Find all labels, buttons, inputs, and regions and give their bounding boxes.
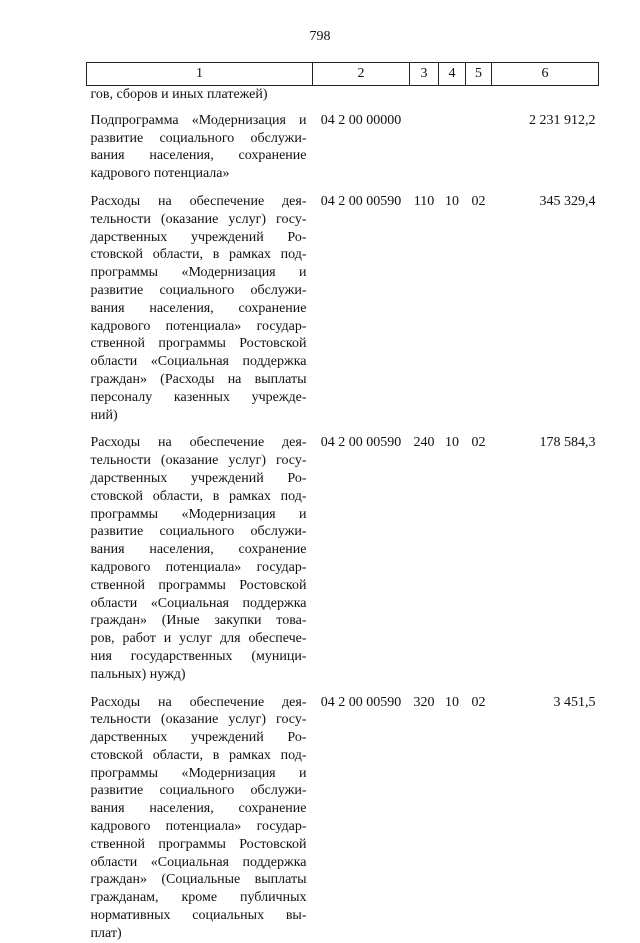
row-subsection: 02 <box>471 193 486 209</box>
description-line: ственной программы Ростовской <box>90 836 307 852</box>
header-col-2: 2 <box>313 63 410 86</box>
description-line: развитие социального обслужи- <box>90 783 307 799</box>
description-line: кадрового потенциала» государ- <box>90 819 307 835</box>
row-subsection: 02 <box>471 694 486 710</box>
description-line: дарственных учреждений Ро- <box>90 229 307 245</box>
description-line: Расходы на обеспечение дея- <box>90 435 307 451</box>
description-line: вания населения, сохранение <box>90 300 307 316</box>
row-amount: 2 231 912,2 <box>529 112 596 128</box>
row-amount: 3 451,5 <box>553 694 596 710</box>
description-line: плат) <box>90 925 122 941</box>
description-line: области «Социальная поддержка <box>90 854 307 870</box>
description-line: вания населения, сохранение <box>90 542 307 558</box>
row-expense-type <box>410 104 439 183</box>
description-line: граждан» (Иные закупки това- <box>90 613 307 629</box>
row-section: 10 <box>445 435 459 451</box>
description-line: ственной программы Ростовской <box>90 336 307 352</box>
table-row <box>87 684 599 943</box>
row-amount: 345 329,4 <box>539 193 596 209</box>
description-line: гражданам, кроме публичных <box>90 890 307 906</box>
description-line: нормативных социальных вы- <box>90 908 307 924</box>
row-description <box>87 183 313 424</box>
description-line: Расходы на обеспечение дея- <box>90 694 307 710</box>
description-line: ний) <box>90 407 118 423</box>
description-line: развитие социального обслужи- <box>90 130 307 146</box>
budget-table-wrapper <box>86 62 598 943</box>
continuation-row <box>87 86 599 104</box>
description-line: стовской области, в рамках под- <box>90 747 307 763</box>
row-section: 10 <box>445 193 459 209</box>
row-expense-type: 240 <box>413 435 435 451</box>
description-line: ния государственных (муници- <box>90 648 307 664</box>
table-row <box>87 104 599 183</box>
description-line: области «Социальная поддержка <box>90 595 307 611</box>
row-code: 04 2 00 00590 <box>320 193 402 209</box>
description-line: стовской области, в рамках под- <box>90 488 307 504</box>
description-line: кадрового потенциала» государ- <box>90 318 307 334</box>
header-col-6: 6 <box>492 63 599 86</box>
table-header-row <box>87 63 599 86</box>
description-line: программы «Модернизация и <box>90 506 307 522</box>
row-code: 04 2 00 00590 <box>320 435 402 451</box>
table-body <box>87 86 599 943</box>
description-line: тельности (оказание услуг) госу- <box>90 453 307 469</box>
description-line: кадрового потенциала» <box>90 166 230 182</box>
row-description <box>87 104 313 183</box>
description-line: развитие социального обслужи- <box>90 524 307 540</box>
row-code: 04 2 00 00000 <box>320 112 402 128</box>
description-line: программы «Модернизация и <box>90 765 307 781</box>
description-line: ственной программы Ростовской <box>90 577 307 593</box>
row-subsection <box>466 104 492 183</box>
description-line: ров, работ и услуг для обеспече- <box>90 631 307 647</box>
description-line: персоналу казенных учрежде- <box>90 389 307 405</box>
description-line: дарственных учреждений Ро- <box>90 730 307 746</box>
description-line: программы «Модернизация и <box>90 265 307 281</box>
description-line: области «Социальная поддержка <box>90 354 307 370</box>
table-row <box>87 183 599 424</box>
header-col-5: 5 <box>466 63 492 86</box>
description-line: кадрового потенциала» государ- <box>90 559 307 575</box>
row-description <box>87 424 313 683</box>
description-line: вания населения, сохранение <box>90 801 307 817</box>
description-line: Подпрограмма «Модернизация и <box>90 112 307 128</box>
row-subsection: 02 <box>471 435 486 451</box>
row-code: 04 2 00 00590 <box>320 694 402 710</box>
row-section: 10 <box>445 694 459 710</box>
row-amount: 178 584,3 <box>539 435 596 451</box>
description-line: вания населения, сохранение <box>90 148 307 164</box>
description-line: стовской области, в рамках под- <box>90 247 307 263</box>
header-col-1: 1 <box>87 63 313 86</box>
row-description <box>87 684 313 943</box>
description-line: Расходы на обеспечение дея- <box>90 193 307 209</box>
description-line: развитие социального обслужи- <box>90 282 307 298</box>
row-section <box>439 104 466 183</box>
description-line: дарственных учреждений Ро- <box>90 470 307 486</box>
row-expense-type: 320 <box>413 694 435 710</box>
header-col-4: 4 <box>439 63 466 86</box>
table-row <box>87 424 599 683</box>
description-line: граждан» (Расходы на выплаты <box>90 371 307 387</box>
budget-table <box>86 62 599 943</box>
description-line: тельности (оказание услуг) госу- <box>90 712 307 728</box>
continuation-text: гов, сборов и иных платежей) <box>90 87 268 102</box>
row-expense-type: 110 <box>413 193 435 209</box>
header-col-3: 3 <box>410 63 439 86</box>
description-line: тельности (оказание услуг) госу- <box>90 211 307 227</box>
description-line: граждан» (Социальные выплаты <box>90 872 307 888</box>
description-line: пальных) нужд) <box>90 666 186 682</box>
page-number: 798 <box>309 29 331 44</box>
